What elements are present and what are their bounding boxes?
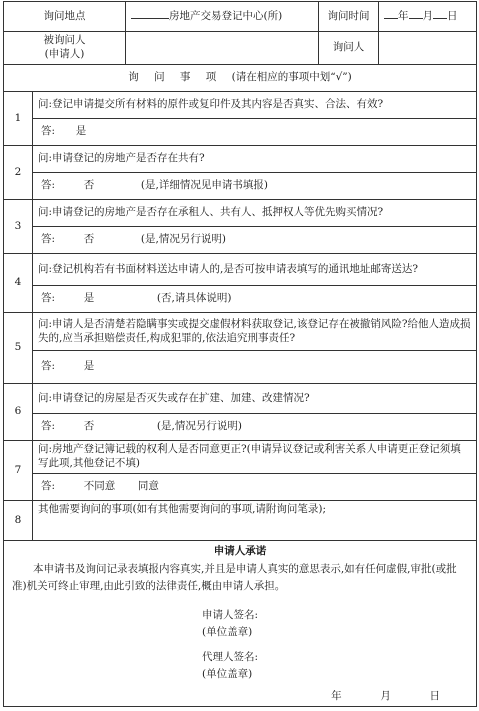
- item-question-row: [4, 384, 477, 414]
- item-question: 问:房地产登记簿记载的权利人是否同意更正?(申请异议登记或利害关系人申请更正登记须填写此项,其他登记不填): [33, 441, 477, 474]
- item-other-text[interactable]: 其他需要询问的事项(如有其他需要询问的事项,请附询问笔录);: [33, 501, 477, 541]
- item-other-row: [4, 501, 477, 541]
- item-number: 1: [4, 92, 33, 146]
- item-answer-row: [4, 173, 477, 200]
- item-question-row: [4, 146, 477, 173]
- item-answer[interactable]: [33, 227, 477, 254]
- agent-seal-label: (单位盖章): [202, 667, 253, 680]
- item-answer-row: [4, 414, 477, 441]
- item-question-row: [4, 254, 477, 286]
- answer-option-2[interactable]: (否,请具体说明): [156, 292, 232, 305]
- section-note: (请在相应的事项中划“√”): [231, 71, 352, 84]
- applicant-sign-label: 申请人签名:: [202, 609, 259, 622]
- commitment-day: 日: [429, 690, 440, 703]
- answer-option-1[interactable]: 是: [75, 125, 87, 138]
- answer-label: 答:: [41, 179, 56, 192]
- item-number: 3: [4, 200, 33, 254]
- commitment-section: [4, 541, 477, 707]
- item-question-row: [4, 200, 477, 227]
- item-question: 问:申请登记的房屋是否灭失或存在扩建、加建、改建情况?: [33, 384, 477, 414]
- answer-option-1[interactable]: 否: [83, 233, 95, 246]
- item-question-row: [4, 313, 477, 351]
- answer-option-1[interactable]: 否: [83, 179, 95, 192]
- answer-option-1[interactable]: 是: [83, 360, 95, 373]
- commitment-title: 申请人承诺: [213, 545, 267, 557]
- item-answer[interactable]: [33, 119, 477, 146]
- item-number: 2: [4, 146, 33, 200]
- item-number: 4: [4, 254, 33, 313]
- item-answer[interactable]: [33, 173, 477, 200]
- interviewee-label-line1: 被询问人: [43, 34, 86, 47]
- answer-label: 答:: [41, 233, 56, 246]
- interviewee-label: [4, 32, 126, 65]
- time-day: 日: [447, 10, 458, 23]
- answer-option-2[interactable]: 同意: [137, 480, 159, 493]
- item-question: 问:申请人是否清楚若隐瞒事实或提交虚假材料获取登记,该登记存在被撤销风险?给他人造成损失的,应当承担赔偿责任,构成犯罪的,依法追究刑事责任?: [33, 313, 477, 351]
- location-value-cell[interactable]: [126, 2, 319, 32]
- item-answer[interactable]: [33, 286, 477, 313]
- header-row-location: [4, 2, 477, 32]
- commitment-month: 月: [380, 690, 391, 703]
- time-year: 年: [398, 10, 409, 23]
- answer-label: 答:: [41, 480, 56, 493]
- answer-option-2[interactable]: (是,情况另行说明): [140, 233, 226, 246]
- item-question-row: [4, 92, 477, 119]
- item-question: 问:登记申请提交所有材料的原件或复印件及其内容是否真实、合法、有效?: [33, 92, 477, 119]
- form-table: [3, 1, 477, 707]
- item-question: 问:登记机构若有书面材料送达申请人的,是否可按申请表填写的通讯地址邮寄送达?: [33, 254, 477, 286]
- interviewer-value[interactable]: [379, 32, 477, 65]
- answer-option-2[interactable]: (是,详细情况见申请书填报): [140, 179, 268, 192]
- interviewee-value[interactable]: [126, 32, 319, 65]
- agent-sign-label: 代理人签名:: [202, 650, 259, 663]
- commitment-year: 年: [331, 690, 342, 703]
- time-label: 询问时间: [319, 2, 379, 32]
- answer-option-1[interactable]: 是: [83, 292, 95, 305]
- section-title: 询 问 事 项: [128, 71, 223, 84]
- location-blank: [131, 9, 169, 19]
- item-number: 8: [4, 501, 33, 541]
- item-number: 5: [4, 313, 33, 384]
- item-answer-row: [4, 351, 477, 384]
- answer-option-1[interactable]: 否: [83, 420, 95, 433]
- item-number: 6: [4, 384, 33, 441]
- commitment-body: 本申请书及询问记录表填报内容真实,并且是申请人真实的意思表示,如有任何虚假,审批(或批准)机关可终止审理,由此引致的法律责任,概由申请人承担。: [12, 562, 457, 592]
- item-answer-row: [4, 474, 477, 501]
- answer-label: 答:: [41, 420, 56, 433]
- answer-option-2[interactable]: (是,情况另行说明): [156, 420, 242, 433]
- header-row-persons: [4, 32, 477, 65]
- item-number: 7: [4, 441, 33, 501]
- answer-label: 答:: [41, 292, 56, 305]
- item-answer-row: [4, 119, 477, 146]
- time-value-cell[interactable]: [379, 2, 477, 32]
- item-question: 问:申请登记的房地产是否存在共有?: [33, 146, 477, 173]
- interviewer-label: 询问人: [319, 32, 379, 65]
- item-answer[interactable]: [33, 474, 477, 501]
- agent-signature[interactable]: [202, 649, 468, 683]
- item-answer-row: [4, 227, 477, 254]
- location-value: 房地产交易登记中心(所): [169, 10, 283, 23]
- commitment-row: [4, 541, 477, 707]
- applicant-signature[interactable]: [202, 607, 468, 641]
- applicant-seal-label: (单位盖章): [202, 626, 253, 639]
- answer-option-1[interactable]: 不同意: [83, 480, 116, 493]
- answer-label: 答:: [41, 360, 56, 373]
- section-title-row: [4, 65, 477, 92]
- item-question-row: [4, 441, 477, 474]
- answer-label: 答:: [41, 125, 56, 138]
- commitment-date[interactable]: [12, 690, 468, 704]
- interviewee-label-line2: (申请人): [44, 48, 85, 60]
- time-month: 月: [422, 10, 433, 23]
- item-answer[interactable]: [33, 351, 477, 384]
- item-answer[interactable]: [33, 414, 477, 441]
- item-question: 问:申请登记的房地产是否存在承租人、共有人、抵押权人等优先购买情况?: [33, 200, 477, 227]
- item-answer-row: [4, 286, 477, 313]
- location-label: 询问地点: [4, 2, 126, 32]
